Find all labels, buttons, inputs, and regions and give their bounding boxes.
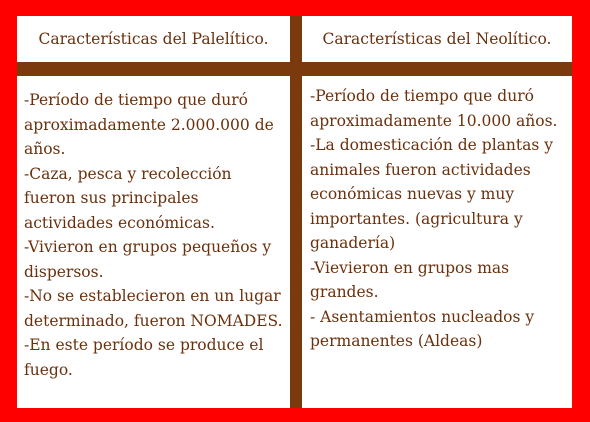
- paleolithic-characteristics: [17, 76, 290, 408]
- list-item: - Asentamientos nucleados y permanentes (Aldeas): [310, 307, 535, 350]
- list-item: -Vievieron en grupos mas grandes.: [310, 258, 510, 301]
- paleolithic-header: [17, 16, 290, 62]
- list-item: -Vivieron en grupos pequeños y dispersos.: [24, 238, 272, 281]
- neolithic-characteristics: [302, 76, 572, 408]
- list-item: -Caza, pesca y recolección fueron sus principales actividades económicas.: [24, 164, 232, 232]
- list-item: -Período de tiempo que duró aproximadamente 10.000 años.: [310, 87, 558, 130]
- list-item: -En este período se produce el fuego.: [24, 336, 264, 379]
- neolithic-header: [302, 16, 572, 62]
- list-item: -No se establecieron en un lugar determinado, fueron NOMADES.: [24, 287, 283, 330]
- list-item: -La domesticación de plantas y animales fueron actividades económicas nuevas y muy importantes. (agricultura y ganadería): [310, 136, 553, 252]
- neolithic-header-text: Características del Neolítico.: [322, 30, 552, 48]
- list-item: -Período de tiempo que duró aproximadamente 2.000.000 de años.: [24, 91, 274, 158]
- comparison-table: [17, 16, 572, 408]
- paleolithic-header-text: Características del Palelítico.: [38, 30, 269, 48]
